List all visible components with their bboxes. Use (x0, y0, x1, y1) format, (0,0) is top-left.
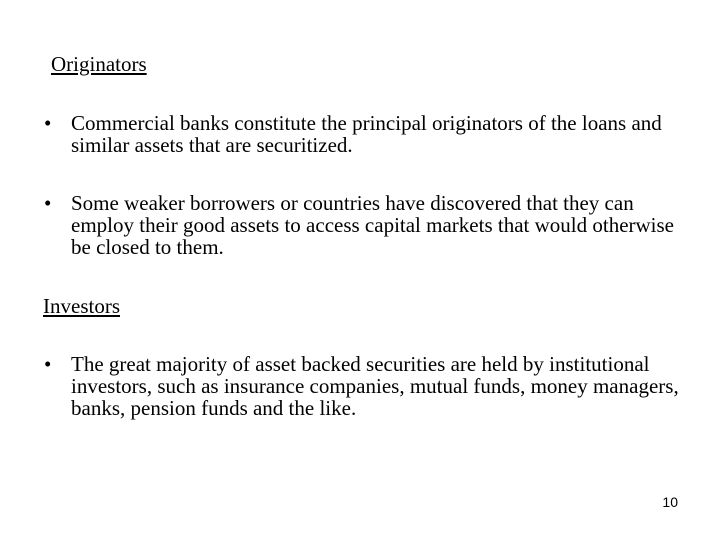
bullet-item (44, 192, 694, 258)
bullet-item (44, 112, 694, 156)
page-number: 10 (662, 494, 678, 510)
bullet-symbol: • (44, 191, 52, 215)
bullet-text: Commercial banks constitute the principal originators of the loans and similar assets that are securitized. (71, 111, 662, 157)
section-heading-investors: Investors (43, 294, 120, 318)
bullet-symbol: • (44, 352, 52, 376)
bullet-text: Some weaker borrowers or countries have discovered that they can employ their good assets to access capital markets that would otherwise be closed to them. (71, 191, 675, 259)
bullet-text: The great majority of asset backed securities are held by institutional investors, such as insurance companies, mutual funds, money managers, banks, pension funds and the like. (71, 352, 679, 420)
bullet-symbol: • (44, 111, 52, 135)
section-heading-originators: Originators (51, 52, 147, 76)
bullet-item (44, 353, 694, 419)
